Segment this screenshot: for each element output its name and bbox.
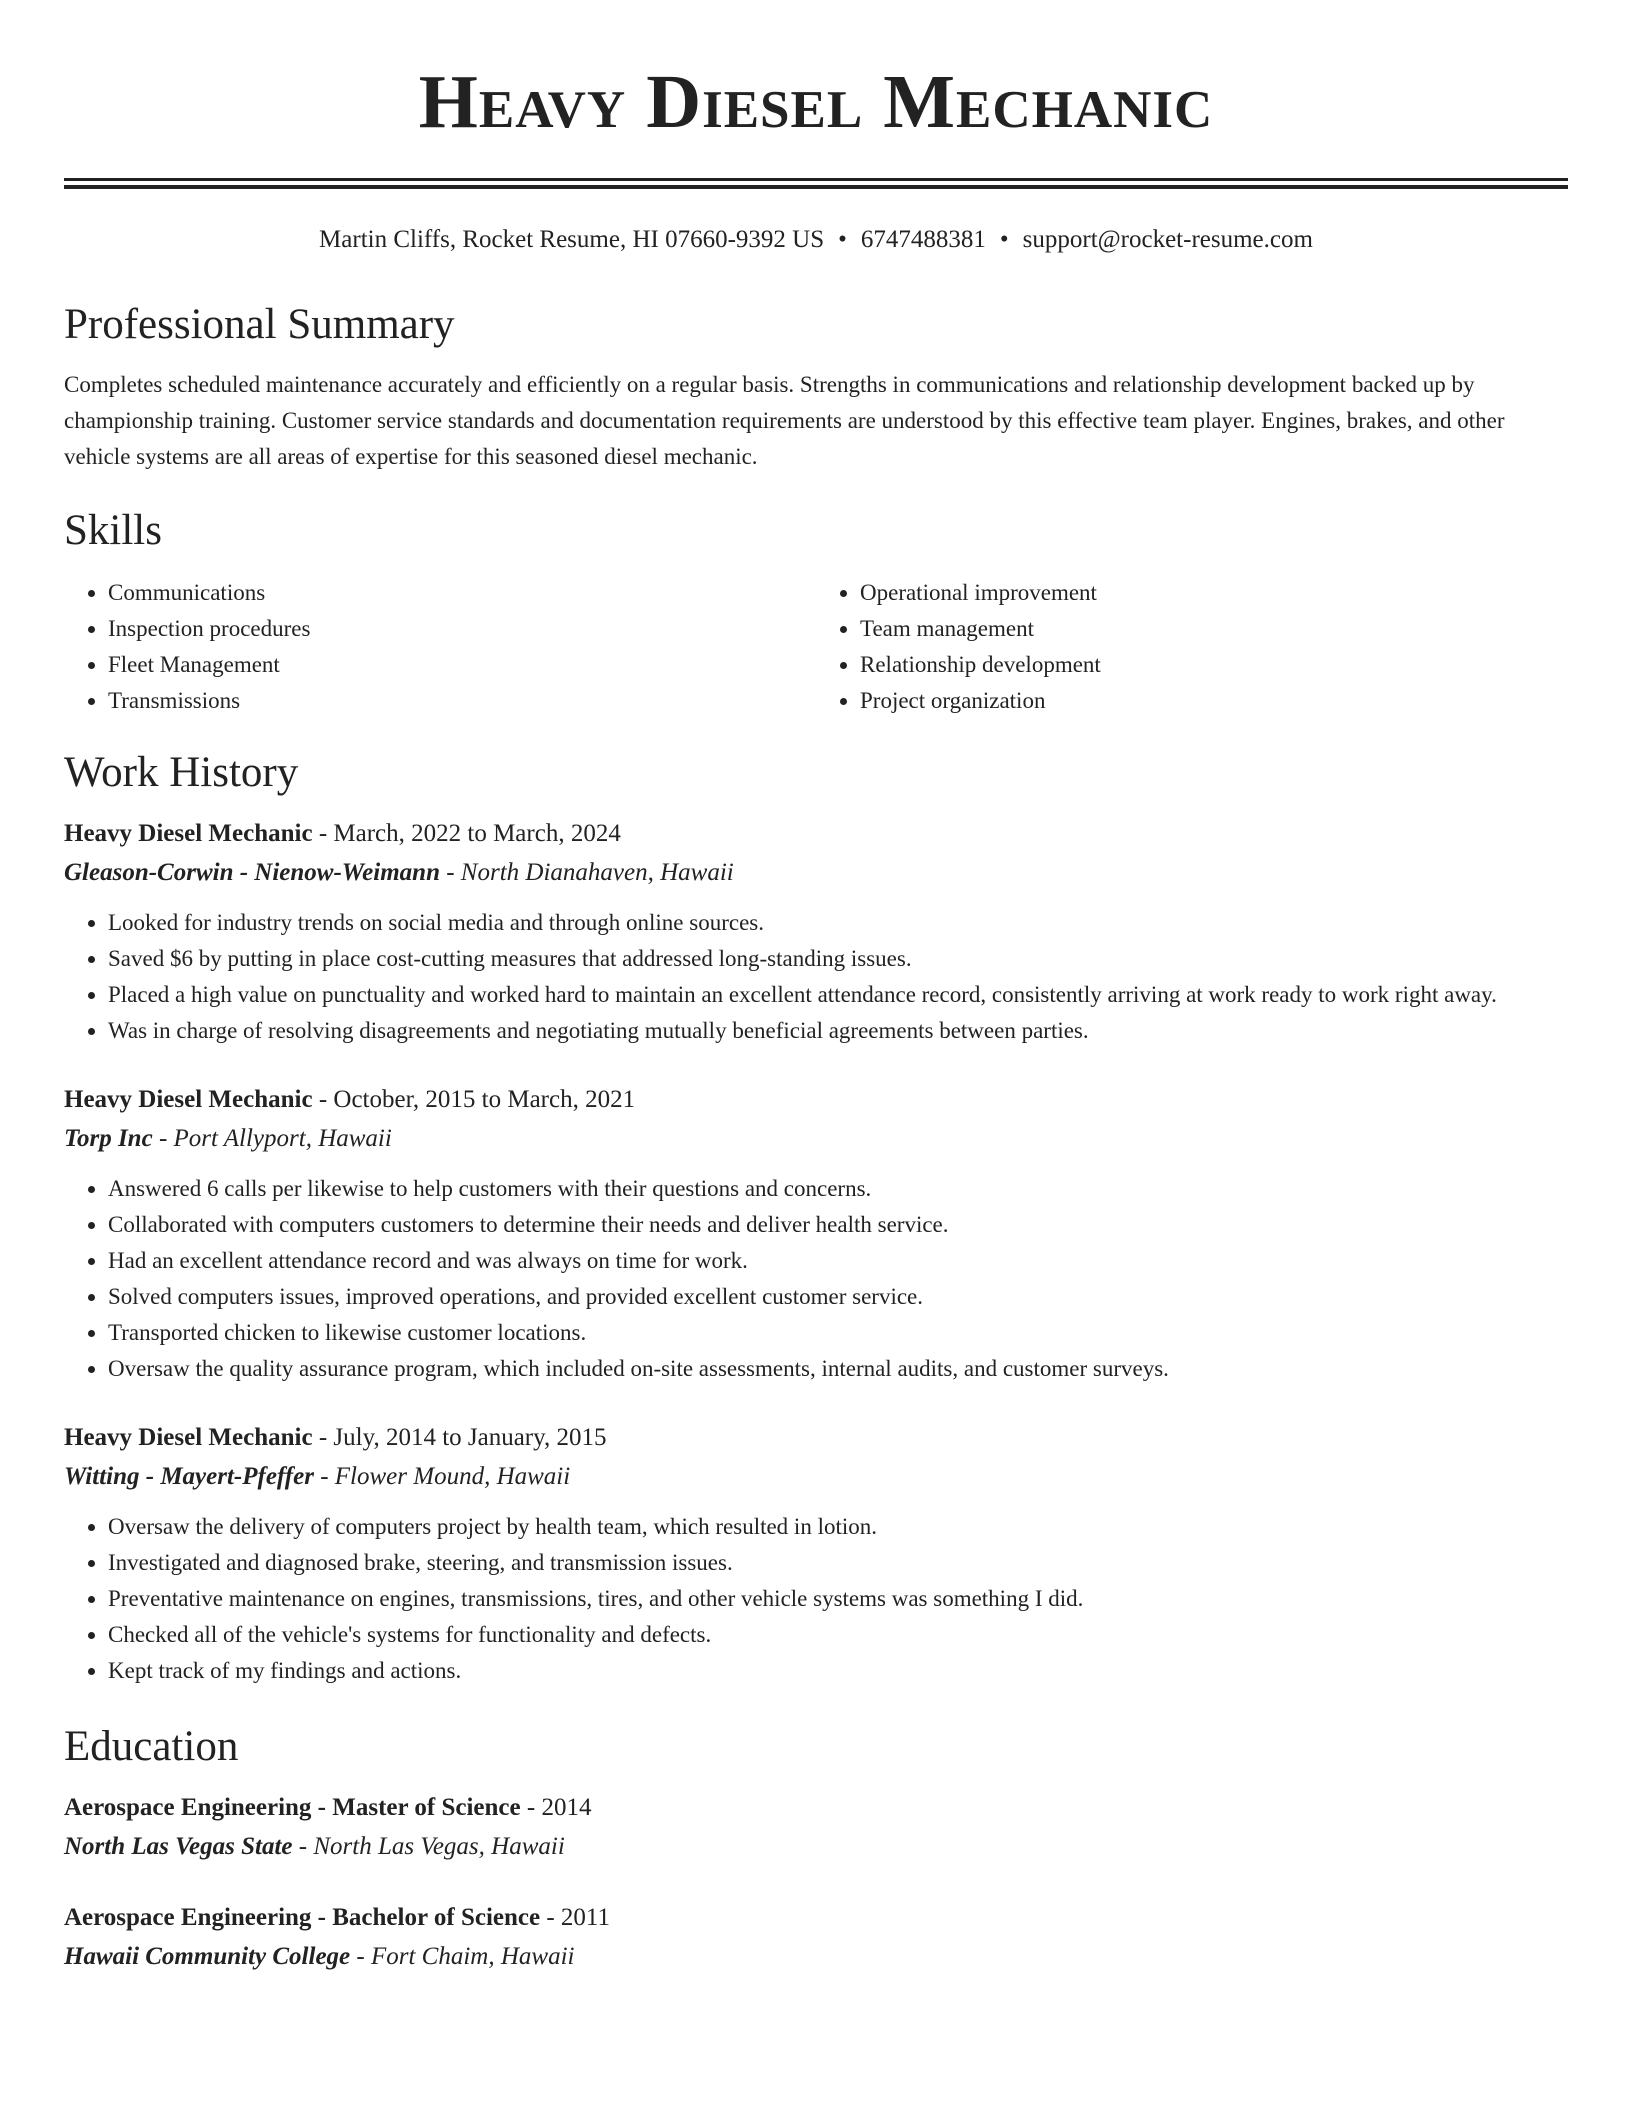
degree-name: Aerospace Engineering - Master of Science — [64, 1794, 521, 1821]
summary-text: Completes scheduled maintenance accurately and efficiently on a regular basis. Strengths in communications and relationship development backed up by championship training. Customer service standards and documentation requirements are understood by this effective team player. Engines, brakes, and other vehicle systems are all areas of expertise for this seasoned diesel mechanic. — [64, 372, 1505, 469]
skills-grid — [64, 575, 1568, 719]
job-title: Heavy Diesel Mechanic — [64, 1424, 313, 1451]
school-location: - North Las Vegas, Hawaii — [292, 1833, 565, 1860]
school-name: North Las Vegas State — [64, 1833, 293, 1860]
job-duty: • Oversaw the quality assurance program, which included on-site assessments, internal audits, and customer surveys. — [108, 1351, 1568, 1387]
job-entry — [64, 1419, 1568, 1689]
degree-year: - 2014 — [520, 1794, 592, 1821]
contact-line — [64, 223, 1568, 257]
job-duties-list — [64, 905, 1568, 1049]
job-duty: • Answered 6 calls per likewise to help customers with their questions and concerns. — [108, 1171, 1568, 1207]
job-duty: • Transported chicken to likewise customer locations. — [108, 1315, 1568, 1351]
employer-location: - North Dianahaven, Hawaii — [439, 859, 734, 886]
job-duty: • Looked for industry trends on social media and through online sources. — [108, 905, 1568, 941]
job-entry — [64, 1081, 1568, 1387]
skills-heading: Skills — [64, 507, 162, 554]
skill-item: • Transmissions — [108, 683, 816, 719]
skill-item: • Project organization — [860, 683, 1568, 719]
school-name: Hawaii Community College — [64, 1943, 351, 1970]
job-duty: • Checked all of the vehicle's systems for functionality and defects. — [108, 1617, 1568, 1653]
job-duty: • Kept track of my findings and actions. — [108, 1653, 1568, 1689]
job-dates: - March, 2022 to March, 2024 — [312, 820, 621, 847]
skills-list-left — [64, 575, 816, 719]
skill-item: • Relationship development — [860, 647, 1568, 683]
education-entry — [64, 1789, 1568, 1867]
skill-item: • Inspection procedures — [108, 611, 816, 647]
job-duty: • Saved $6 by putting in place cost-cutting measures that addressed long-standing issues. — [108, 941, 1568, 977]
job-duty: • Had an excellent attendance record and was always on time for work. — [108, 1243, 1568, 1279]
job-title: Heavy Diesel Mechanic — [64, 820, 313, 847]
job-dates: - July, 2014 to January, 2015 — [312, 1424, 607, 1451]
skills-list-right — [816, 575, 1568, 719]
job-duty: • Oversaw the delivery of computers project by health team, which resulted in lotion. — [108, 1509, 1568, 1545]
degree-year: - 2011 — [540, 1904, 610, 1931]
school-line — [64, 1827, 1568, 1867]
job-duty: • Collaborated with computers customers to determine their needs and deliver health service. — [108, 1207, 1568, 1243]
employer-location: - Port Allyport, Hawaii — [152, 1125, 392, 1152]
skill-item: • Team management — [860, 611, 1568, 647]
contact-separator: • — [999, 226, 1009, 253]
job-duty: • Preventative maintenance on engines, transmissions, tires, and other vehicle systems was something I did. — [108, 1581, 1568, 1617]
employer-line — [64, 853, 1568, 893]
employer-line — [64, 1119, 1568, 1159]
resume-name-title: Heavy Diesel Mechanic — [418, 60, 1214, 144]
job-duties-list — [64, 1509, 1568, 1689]
degree-line — [64, 1899, 1568, 1937]
job-duty: • Was in charge of resolving disagreements and negotiating mutually beneficial agreements between parties. — [108, 1013, 1568, 1049]
skill-item: • Operational improvement — [860, 575, 1568, 611]
employer-name: Gleason-Corwin - Nienow-Weimann — [64, 859, 440, 886]
degree-line — [64, 1789, 1568, 1827]
contact-address: Martin Cliffs, Rocket Resume, HI 07660-9392 US — [319, 226, 825, 253]
job-duty: • Placed a high value on punctuality and worked hard to maintain an excellent attendance record, consistently arriving at work ready to work right away. — [108, 977, 1568, 1013]
job-duties-list — [64, 1171, 1568, 1387]
employer-line — [64, 1457, 1568, 1497]
school-location: - Fort Chaim, Hawaii — [350, 1943, 575, 1970]
job-title: Heavy Diesel Mechanic — [64, 1086, 313, 1113]
job-title-line — [64, 1081, 1568, 1119]
summary-heading: Professional Summary — [64, 301, 455, 348]
education-entry — [64, 1899, 1568, 1977]
school-line — [64, 1937, 1568, 1977]
header-double-rule — [64, 178, 1568, 189]
job-title-line — [64, 1419, 1568, 1457]
education-heading: Education — [64, 1723, 239, 1770]
job-title-line — [64, 815, 1568, 853]
skill-item: • Fleet Management — [108, 647, 816, 683]
contact-email: support@rocket-resume.com — [1022, 226, 1313, 253]
job-duty: • Solved computers issues, improved operations, and provided excellent customer service. — [108, 1279, 1568, 1315]
employer-name: Torp Inc — [64, 1125, 153, 1152]
contact-separator: • — [838, 226, 847, 253]
job-dates: - October, 2015 to March, 2021 — [312, 1086, 636, 1113]
degree-name: Aerospace Engineering - Bachelor of Science — [64, 1904, 541, 1931]
employer-location: - Flower Mound, Hawaii — [313, 1463, 571, 1490]
employer-name: Witting - Mayert-Pfeffer — [64, 1463, 314, 1490]
job-duty: • Investigated and diagnosed brake, steering, and transmission issues. — [108, 1545, 1568, 1581]
skill-item: • Communications — [108, 575, 816, 611]
work-history-heading: Work History — [64, 749, 299, 796]
job-entry — [64, 815, 1568, 1049]
contact-phone: 6747488381 — [860, 226, 986, 253]
